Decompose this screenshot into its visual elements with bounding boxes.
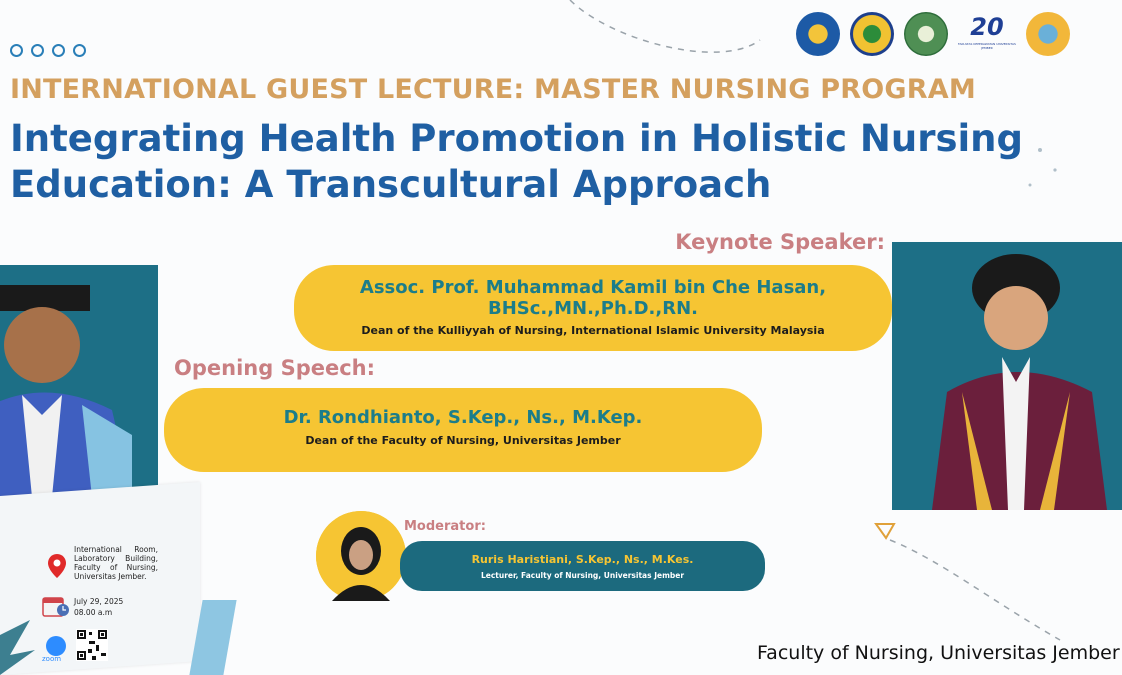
moderator-portrait [316, 511, 406, 601]
calendar-icon [42, 595, 70, 617]
opening-label: Opening Speech: [174, 356, 376, 380]
keynote-name-line-2: BHSc.,MN.,Ph.D.,RN. [488, 298, 698, 319]
footer-organization: Faculty of Nursing, Universitas Jember [757, 642, 1120, 664]
zoom-icon [46, 636, 66, 656]
logo-row [796, 12, 1070, 56]
location-pin-icon [47, 553, 67, 579]
event-kicker: INTERNATIONAL GUEST LECTURE: MASTER NURSING PROGRAM [10, 74, 976, 105]
dot [52, 44, 65, 57]
title-line-2: Education: A Transcultural Approach [10, 163, 772, 206]
zoom-label: zoom [42, 655, 62, 663]
moderator-label: Moderator: [404, 519, 486, 534]
opening-name: Dr. Rondhianto, S.Kep., Ns., M.Kep. [283, 407, 643, 428]
keynote-pill [294, 265, 892, 351]
anniversary-20-logo [958, 12, 1016, 56]
speaker-portrait [892, 242, 1122, 510]
corner-accent [0, 615, 40, 675]
event-location: International Room, Laboratory Building, Faculty of Nursing, Universitas Jember. [74, 545, 158, 581]
tut-wuri-handayani-logo [796, 12, 840, 56]
qr-code[interactable] [76, 629, 108, 661]
event-time: 08.00 a.m [74, 608, 113, 617]
faculty-nursing-logo [904, 12, 948, 56]
opening-pill [164, 388, 762, 472]
keynote-role: Dean of the Kulliyyah of Nursing, International Islamic University Malaysia [361, 324, 825, 337]
event-date: July 29, 2025 [74, 597, 124, 606]
opening-role: Dean of the Faculty of Nursing, Universitas Jember [305, 434, 621, 447]
keynote-label: Keynote Speaker: [675, 230, 885, 254]
anniversary-caption: FAKULTAS KEPERAWATAN UNIVERSITAS JEMBER [958, 42, 1016, 50]
moderator-bar [400, 541, 765, 591]
moderator-role: Lecturer, Faculty of Nursing, Universitas Jember [480, 571, 685, 580]
decorative-dots [10, 44, 86, 57]
dot [31, 44, 44, 57]
universitas-jember-logo [850, 12, 894, 56]
dot [73, 44, 86, 57]
anniversary-number: 20 [970, 13, 1004, 41]
page-title [10, 116, 1050, 208]
keynote-name-line-1: Assoc. Prof. Muhammad Kamil bin Che Hasan, [359, 277, 827, 298]
opening-speaker-photo [0, 265, 158, 497]
moderator-photo [316, 511, 406, 601]
keynote-speaker-photo [892, 242, 1122, 510]
moderator-name: Ruris Haristiani, S.Kep., Ns., M.Kes. [471, 553, 694, 566]
unej-badge-logo [1026, 12, 1070, 56]
title-line-1: Integrating Health Promotion in Holistic Nursing [10, 117, 1024, 160]
speaker-portrait [0, 265, 158, 497]
dot [10, 44, 23, 57]
